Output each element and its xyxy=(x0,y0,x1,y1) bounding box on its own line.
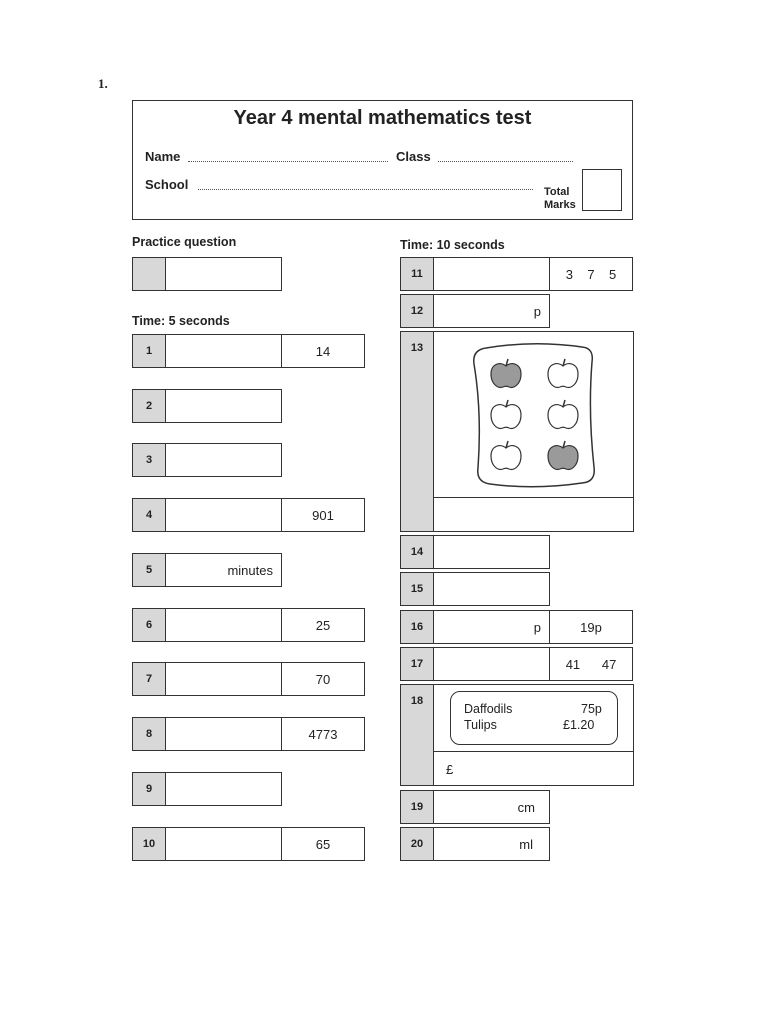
question-number-cell: 5 xyxy=(132,553,166,587)
price-card xyxy=(450,691,618,745)
answer-box[interactable] xyxy=(433,647,550,681)
school-label: School xyxy=(145,177,189,192)
answer-box[interactable]: p xyxy=(433,610,550,644)
prompt-box: 901 xyxy=(281,498,365,532)
question-row-17 xyxy=(400,647,634,681)
five-seconds-title: Time: 5 seconds xyxy=(132,314,230,328)
answer-box[interactable] xyxy=(433,497,634,532)
practice-title: Practice question xyxy=(132,235,237,249)
question-number-cell: 12 xyxy=(400,294,434,328)
question-row-8 xyxy=(132,717,366,751)
prompt-box: 19p xyxy=(549,610,633,644)
apple-tray-svg xyxy=(434,332,633,497)
question-row-16 xyxy=(400,610,634,644)
question-number-cell: 13 xyxy=(400,331,434,532)
answer-box[interactable] xyxy=(433,257,550,291)
apple-tray-picture xyxy=(433,331,634,498)
question-row-7 xyxy=(132,662,366,696)
question-number-cell: 9 xyxy=(132,772,166,806)
apple-icon xyxy=(491,400,521,428)
question-number-cell: 14 xyxy=(400,535,434,569)
question-number-cell: 16 xyxy=(400,610,434,644)
question-row-10 xyxy=(132,827,366,861)
question-row-9 xyxy=(132,772,283,806)
question-number-cell: 3 xyxy=(132,443,166,477)
question-number-cell: 20 xyxy=(400,827,434,861)
prompt-box: 70 xyxy=(281,662,365,696)
answer-box[interactable] xyxy=(433,535,550,569)
question-number-cell: 6 xyxy=(132,608,166,642)
total-marks-box[interactable] xyxy=(582,169,622,211)
price-area xyxy=(433,684,634,752)
practice-number-cell xyxy=(132,257,166,291)
answer-box[interactable] xyxy=(165,389,282,423)
test-header-box xyxy=(132,100,633,220)
practice-row xyxy=(132,257,283,291)
total-marks-line2: Marks xyxy=(544,199,576,211)
item2-label: Tulips xyxy=(464,718,497,732)
prompt-box: 3 7 5 xyxy=(549,257,633,291)
apple-icon xyxy=(491,359,521,387)
apple-icon xyxy=(548,359,578,387)
answer-box[interactable]: ml xyxy=(433,827,550,861)
answer-box[interactable] xyxy=(165,827,282,861)
question-row-20 xyxy=(400,827,551,861)
apple-icon xyxy=(548,400,578,428)
question-number-cell: 18 xyxy=(400,684,434,786)
item2-price: £1.20 xyxy=(563,718,595,732)
item1-label: Daffodils xyxy=(464,702,513,716)
question-row-1 xyxy=(132,334,366,368)
answer-box[interactable]: cm xyxy=(433,790,550,824)
question-row-3 xyxy=(132,443,283,477)
question-row-15 xyxy=(400,572,551,606)
answer-box[interactable] xyxy=(165,498,282,532)
question-row-14 xyxy=(400,535,551,569)
apple-icon xyxy=(548,441,578,469)
question-number-cell: 4 xyxy=(132,498,166,532)
prompt-box: 4773 xyxy=(281,717,365,751)
question-number-cell: 7 xyxy=(132,662,166,696)
question-row-13 xyxy=(400,331,634,532)
practice-answer-box[interactable] xyxy=(165,257,282,291)
apple-icon xyxy=(491,441,521,469)
class-label: Class xyxy=(396,149,431,164)
answer-box[interactable] xyxy=(165,662,282,696)
name-label: Name xyxy=(145,149,181,164)
question-row-19 xyxy=(400,790,551,824)
question-number-cell: 17 xyxy=(400,647,434,681)
prompt-box: 14 xyxy=(281,334,365,368)
currency-symbol: £ xyxy=(446,762,454,777)
ten-seconds-title: Time: 10 seconds xyxy=(400,238,505,252)
answer-box[interactable] xyxy=(165,443,282,477)
question-row-4 xyxy=(132,498,366,532)
answer-box[interactable]: p xyxy=(433,294,550,328)
question-number-cell: 19 xyxy=(400,790,434,824)
question-number-cell: 2 xyxy=(132,389,166,423)
question-row-12 xyxy=(400,294,551,328)
question-row-5 xyxy=(132,553,283,587)
prompt-box: 41 47 xyxy=(549,647,633,681)
school-field[interactable] xyxy=(198,189,533,190)
answer-box[interactable]: minutes xyxy=(165,553,282,587)
question-number-cell: 15 xyxy=(400,572,434,606)
question-row-11 xyxy=(400,257,634,291)
answer-box[interactable] xyxy=(433,751,634,786)
question-number-cell: 10 xyxy=(132,827,166,861)
question-row-18 xyxy=(400,684,634,786)
answer-box[interactable] xyxy=(165,717,282,751)
test-title: Year 4 mental mathematics test xyxy=(233,107,532,129)
question-number-cell: 8 xyxy=(132,717,166,751)
item1-price: 75p xyxy=(581,702,602,716)
prompt-box: 25 xyxy=(281,608,365,642)
question-number: 1. xyxy=(98,76,108,91)
question-row-2 xyxy=(132,389,283,423)
prompt-box: 65 xyxy=(281,827,365,861)
name-field[interactable] xyxy=(188,161,388,162)
class-field[interactable] xyxy=(438,161,573,162)
answer-box[interactable] xyxy=(165,334,282,368)
question-number-cell: 1 xyxy=(132,334,166,368)
total-marks-label xyxy=(544,186,576,212)
question-row-6 xyxy=(132,608,366,642)
question-number-cell: 11 xyxy=(400,257,434,291)
answer-box[interactable] xyxy=(165,772,282,806)
answer-box[interactable] xyxy=(165,608,282,642)
total-marks-line1: Total xyxy=(544,186,570,198)
answer-box[interactable] xyxy=(433,572,550,606)
